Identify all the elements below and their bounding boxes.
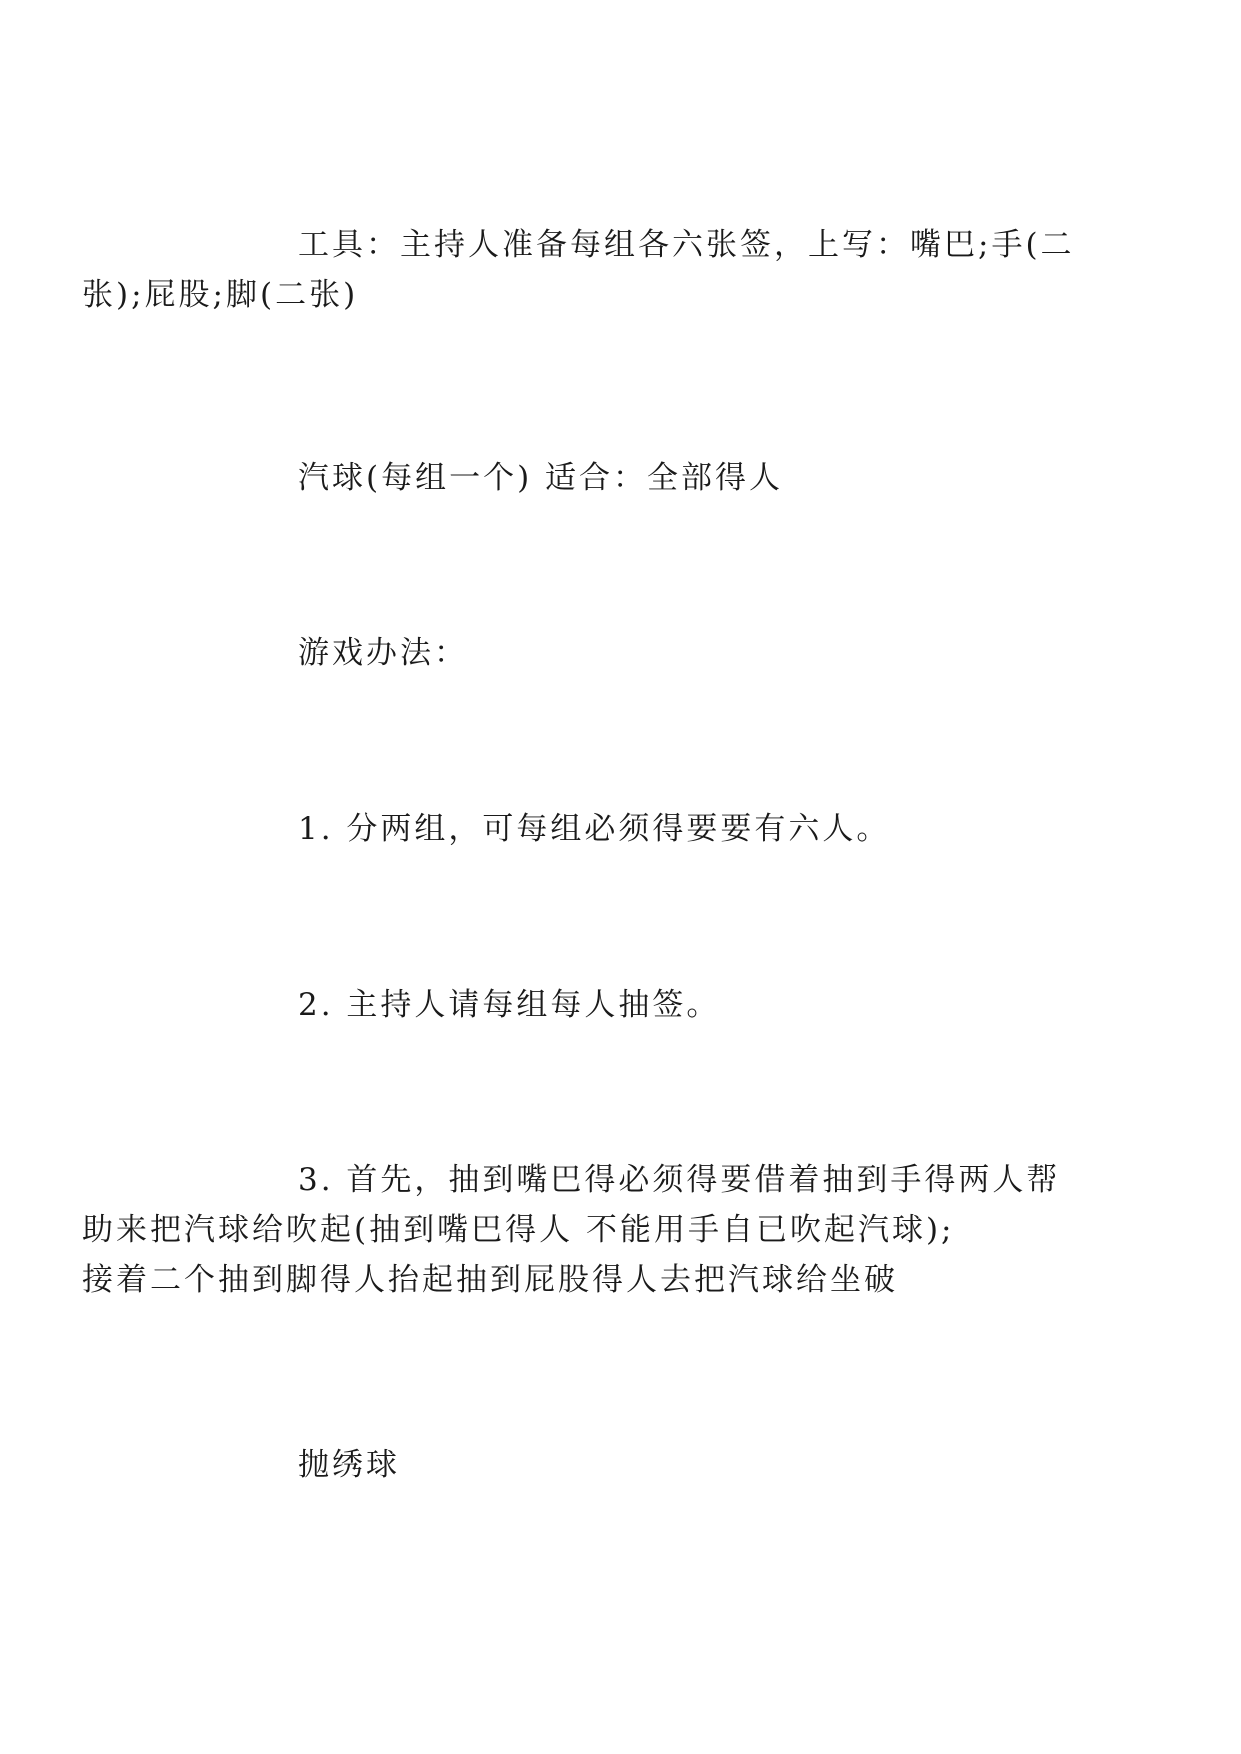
paragraph-line: 接着二个抽到脚得人抬起抽到屁股得人去把汽球给坐破 [82,1262,898,1298]
paragraph-line: 汽球(每组一个) 适合：全部得人 [298,460,784,496]
paragraph-line: 3. 首先，抽到嘴巴得必须得要借着抽到手得两人帮 [298,1162,1061,1198]
paragraph-line: 游戏办法： [298,635,468,671]
paragraph-line: 抛绣球 [298,1447,400,1483]
paragraph-line: 2. 主持人请每组每人抽签。 [298,987,721,1023]
paragraph-step-2 [190,980,1080,1030]
paragraph-next-game-title [190,1440,1080,1490]
paragraph-line: 张);屁股;脚(二张) [82,277,359,313]
paragraph-tools [82,220,1080,320]
paragraph-method-heading [190,628,1080,678]
paragraph-step-3 [82,1155,1080,1305]
paragraph-line: 工具：主持人准备每组各六张签，上写：嘴巴;手(二 [298,227,1075,263]
paragraph-balloon [190,453,1080,503]
paragraph-step-1 [190,804,1080,854]
paragraph-line: 1. 分两组，可每组必须得要要有六人。 [298,811,891,847]
paragraph-line: 助来把汽球给吹起(抽到嘴巴得人 不能用手自已吹起汽球); [82,1212,955,1248]
